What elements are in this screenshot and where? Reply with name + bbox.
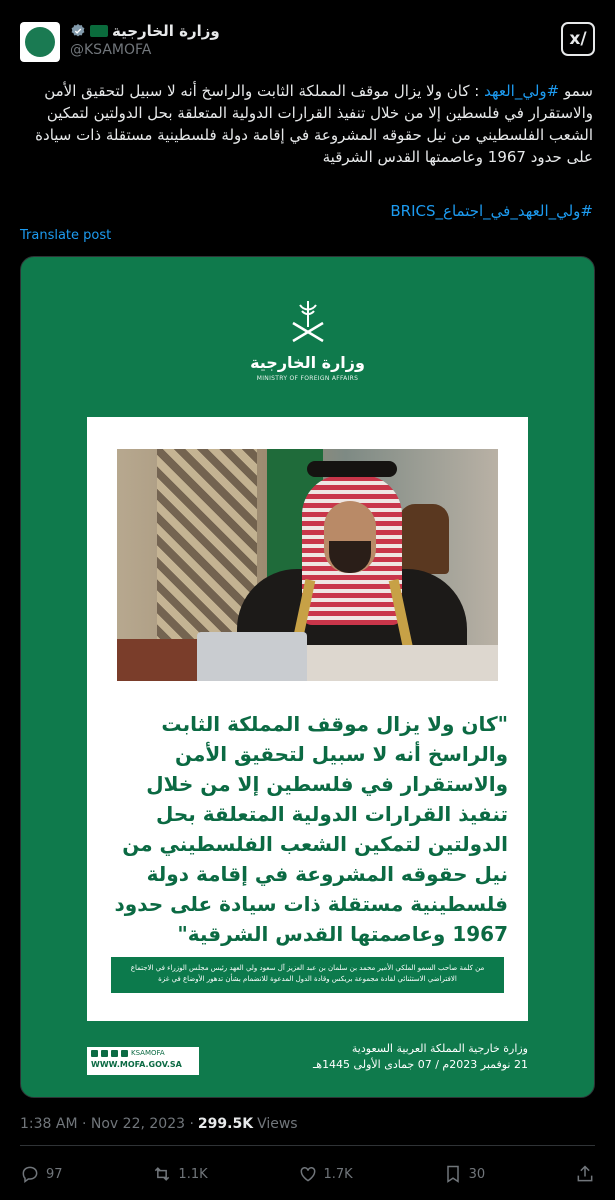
views-label: Views	[257, 1116, 298, 1132]
ministry-website: WWW.MOFA.GOV.SA	[91, 1060, 182, 1069]
share-button[interactable]	[575, 1164, 595, 1184]
repost-button[interactable]	[152, 1164, 207, 1184]
account-avatar[interactable]	[20, 22, 60, 62]
repost-count: 1.1K	[178, 1166, 208, 1182]
tweet-body-text: : كان ولا يزال موقف المملكة الثابت والراسخ أنه لا سبيل لتحقيق الأمن والاستقرار في فلسطين إلا من خلال تنفيذ القرارات الدولية المتعلقة بحل الدولتين لتمكين الشعب الفلسطيني من نيل حقوقه المشروعة في إقامة دولة فلسطينية مستقلة ذات سيادة على حدود 1967 وعاصمتها القدس الشرقية	[35, 82, 593, 166]
repost-icon	[152, 1164, 172, 1184]
account-display-name[interactable]: وزارة الخارجية	[112, 22, 220, 40]
verified-badge-icon	[70, 23, 86, 39]
tweet-media-image[interactable]	[20, 256, 595, 1098]
quote-text: "كان ولا يزال موقف المملكة الثابت والراسخ أنه لا سبيل لتحقيق الأمن والاستقرار في فلسطين إلا من خلال تنفيذ القرارات الدولية المتعلقة بحل الدولتين لتمكين الشعب الفلسطيني من نيل حقوقه المشروعة في إقامة دولة فلسطينية مستقلة ذات سيادة على حدود 1967 وعاصمتها القدس الشرقية"	[114, 712, 508, 946]
tweet-body	[20, 80, 593, 168]
bookmark-icon	[443, 1164, 463, 1184]
hashtag-brics[interactable]: #ولي_العهد_في_اجتماع_BRICS	[390, 202, 593, 220]
bookmark-count: 30	[468, 1166, 486, 1182]
social-footer	[87, 1047, 199, 1075]
ministry-footer	[313, 1041, 528, 1073]
share-icon	[575, 1164, 595, 1184]
tweet-header	[20, 18, 595, 66]
instagram-icon	[111, 1050, 118, 1057]
like-button[interactable]	[298, 1164, 353, 1184]
quote-card	[87, 417, 528, 1021]
action-bar	[20, 1160, 595, 1188]
account-handle[interactable]: @KSAMOFA	[70, 42, 152, 58]
ministry-english-title: MINISTRY OF FOREIGN AFFAIRS	[256, 375, 359, 382]
hashtag-crown-prince[interactable]: #ولي_العهد	[484, 82, 560, 100]
account-names	[70, 22, 220, 58]
tweet-timestamp[interactable]: 1:38 AM · Nov 22, 2023 ·	[20, 1116, 194, 1132]
ministry-footer-date: 21 نوفمبر 2023م / 07 جمادى الأولى 1445هـ	[313, 1058, 528, 1071]
speech-caption: من كلمة صاحب السمو الملكي الأمير محمد بن سلمان بن عبد العزيز آل سعود ولي العهد رئيس مجلس الوزراء في الاجتماع الافتراضي الاستثنائي لقادة مجموعة بريكس وقادة الدول المدعوة للانضمام بشأن تدهور الأوضاع في غزة	[111, 957, 504, 993]
ministry-arabic-title: وزارة الخارجية	[250, 353, 365, 372]
saudi-emblem-icon	[283, 297, 333, 347]
ministry-logo-icon	[25, 27, 55, 57]
views-count: 299.5K	[197, 1116, 254, 1132]
social-handle: KSAMOFA	[131, 1049, 165, 1057]
grok-button[interactable]: x/	[561, 22, 595, 56]
crown-prince-photo	[117, 449, 498, 681]
heart-icon	[298, 1164, 318, 1184]
x-icon	[121, 1050, 128, 1057]
divider	[20, 1145, 595, 1146]
reply-icon	[20, 1164, 40, 1184]
youtube-icon	[91, 1050, 98, 1057]
reply-count: 97	[46, 1166, 63, 1182]
ministry-footer-org: وزارة خارجية المملكة العربية السعودية	[351, 1042, 528, 1055]
bookmark-button[interactable]	[443, 1164, 486, 1184]
linkedin-icon	[101, 1050, 108, 1057]
reply-button[interactable]	[20, 1164, 63, 1184]
like-count: 1.7K	[323, 1166, 353, 1182]
saudi-flag-icon	[90, 25, 108, 37]
tweet-meta	[20, 1116, 298, 1132]
translate-post-link[interactable]: Translate post	[20, 228, 112, 243]
tweet-prefix: سمو	[559, 82, 593, 100]
